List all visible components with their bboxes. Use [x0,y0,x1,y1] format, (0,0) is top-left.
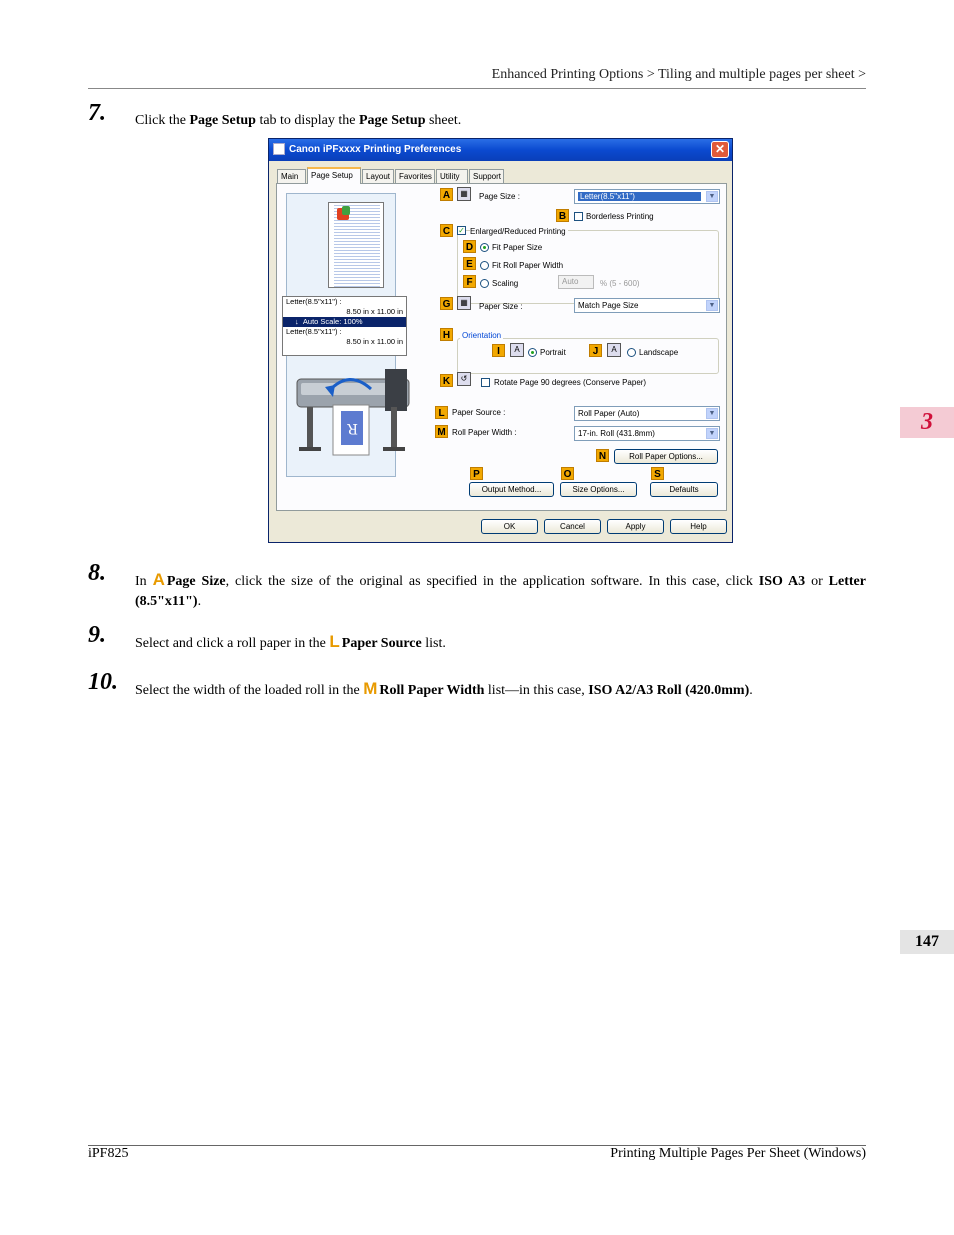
header-divider [88,88,866,89]
text: Select and click a roll paper in the [135,636,330,651]
rotate-checkbox[interactable] [481,378,490,387]
text: Select the width of the loaded roll in the [135,683,364,698]
cancel-button[interactable]: Cancel [544,519,601,534]
ref-letter: A [152,570,165,589]
help-button[interactable]: Help [670,519,727,534]
step-number: 10. [88,669,118,695]
step-number: 7. [88,100,106,126]
apply-button[interactable]: Apply [607,519,664,534]
badge-f: F [463,275,476,288]
enlarged-label: Enlarged/Reduced Printing [470,227,566,236]
printing-preferences-dialog [268,138,733,543]
rotate-page-icon: ↺ [457,372,471,386]
fit-roll-width-radio[interactable] [480,261,489,270]
info-line: 8.50 in x 11.00 in [346,307,403,316]
tab-utility[interactable]: Utility [436,169,468,183]
image-thumbnail-icon [337,208,349,220]
bold-term: ISO A2/A3 Roll (420.0mm) [588,683,750,698]
paper-size-value: Match Page Size [578,301,639,310]
output-method-button[interactable]: Output Method... [469,482,554,497]
text: or [805,574,829,589]
page-size-value: Letter(8.5"x11") [578,192,701,201]
ref-letter: M [363,679,378,698]
breadcrumb [492,67,866,83]
roll-width-label: Roll Paper Width : [452,428,517,437]
info-line-highlight: ↓ Auto Scale: 100% [283,317,406,327]
enlarged-checkbox[interactable]: ✓ [458,226,465,235]
bold-term: Page Size [166,574,226,589]
roll-paper-options-button[interactable]: Roll Paper Options... [614,449,718,464]
paper-source-value: Roll Paper (Auto) [578,409,640,418]
step-number: 8. [88,560,106,586]
breadcrumb-separator: > [646,67,655,82]
dialog-titlebar [269,139,732,161]
scaling-radio[interactable] [480,279,489,288]
badge-e: E [463,257,476,270]
text: sheet. [425,113,462,128]
text: list. [421,636,446,651]
printer-icon [273,143,285,155]
fit-paper-size-radio[interactable] [480,243,489,252]
dialog-title: Canon iPFxxxx Printing Preferences [289,144,462,155]
badge-a: A [440,188,453,201]
paper-size-icon: ▦ [457,296,471,310]
borderless-label: Borderless Printing [586,212,654,221]
roll-width-value: 17-in. Roll (431.8mm) [578,429,655,438]
defaults-button[interactable]: Defaults [650,482,718,497]
fit-paper-size-label: Fit Paper Size [492,243,543,252]
tab-favorites[interactable]: Favorites [395,169,435,183]
badge-s: S [651,467,664,480]
text: , click the size of the original as specified in the application software. In this case, click [225,574,759,589]
borderless-checkbox[interactable] [574,212,583,221]
landscape-radio[interactable] [627,348,636,357]
portrait-radio[interactable] [528,348,537,357]
badge-p: P [470,467,483,480]
info-line: Letter(8.5"x11") : [286,327,342,336]
svg-text:R: R [347,420,358,436]
chevron-down-icon: ▼ [706,428,718,439]
page-preview [328,202,384,288]
ref-letter: L [329,632,340,651]
printer-illustration [289,361,414,461]
paper-size-label: Paper Size : [479,302,523,311]
footer-section: Printing Multiple Pages Per Sheet (Windows) [610,1146,866,1161]
step-text [135,570,866,612]
roll-width-select[interactable] [574,426,720,441]
text: Click the [135,113,190,128]
badge-b: B [556,209,569,222]
step-text [135,111,866,131]
badge-k: K [440,374,453,387]
step-number: 9. [88,622,106,648]
text: In [135,574,153,589]
badge-j: J [589,344,602,357]
page-number: 147 [900,930,954,954]
bold-term: Page Setup [189,113,256,128]
info-line: Letter(8.5"x11") : [286,297,342,306]
paper-source-select[interactable] [574,406,720,421]
tab-support[interactable]: Support [469,169,504,183]
text: . [749,683,753,698]
portrait-icon: A [510,343,524,357]
ok-button[interactable]: OK [481,519,538,534]
bold-term: ISO A3 [758,574,806,589]
step-text [135,632,866,654]
step-text [135,679,866,701]
paper-size-select[interactable] [574,298,720,313]
landscape-label: Landscape [639,348,679,357]
chapter-tab[interactable]: 3 [900,407,954,438]
info-line: 8.50 in x 11.00 in [346,337,403,346]
breadcrumb-separator: > [858,67,866,82]
bold-term: Page Setup [358,113,426,128]
page-size-select[interactable] [574,189,720,204]
badge-h: H [440,328,453,341]
orientation-label: Orientation [462,331,502,340]
portrait-label: Portrait [540,348,566,357]
size-info-box [282,296,407,356]
page-size-icon: ▦ [457,187,471,201]
badge-n: N [596,449,609,462]
bold-term: Letter (8.5"x11") [135,574,866,609]
landscape-icon: A [607,343,621,357]
tab-page-setup[interactable]: Page Setup [307,167,361,184]
paper-source-label: Paper Source : [452,408,506,417]
badge-l: L [435,406,448,419]
badge-d: D [463,240,476,253]
badge-c: C [440,224,453,237]
chevron-down-icon: ▼ [706,300,718,311]
text: tab to display the [255,113,359,128]
bold-term: Roll Paper Width [379,683,485,698]
fit-roll-width-label: Fit Roll Paper Width [492,261,564,270]
badge-i: I [492,344,505,357]
text: list—in this case, [484,683,589,698]
scaling-label: Scaling [492,279,519,288]
breadcrumb-item[interactable]: Tiling and multiple pages per sheet [657,67,855,82]
text: . [197,594,202,609]
badge-o: O [561,467,574,480]
breadcrumb-item[interactable]: Enhanced Printing Options [491,67,644,82]
tab-layout[interactable]: Layout [362,169,394,183]
chevron-down-icon: ▼ [706,408,718,419]
badge-m: M [435,425,448,438]
badge-g: G [440,297,453,310]
tab-main[interactable]: Main [277,169,306,183]
scaling-range: % (5 - 600) [600,279,640,288]
close-button[interactable]: ✕ [711,141,729,158]
page-size-label: Page Size : [479,192,520,201]
footer-product: iPF825 [88,1146,129,1161]
auto-scale-text: Auto Scale: 100% [302,317,363,326]
bold-term: Paper Source [341,636,422,651]
rotate-label: Rotate Page 90 degrees (Conserve Paper) [494,378,647,387]
chevron-down-icon: ▼ [706,191,718,202]
page-setup-panel [276,183,727,511]
scaling-input[interactable]: Auto [558,275,594,289]
size-options-button[interactable]: Size Options... [560,482,637,497]
